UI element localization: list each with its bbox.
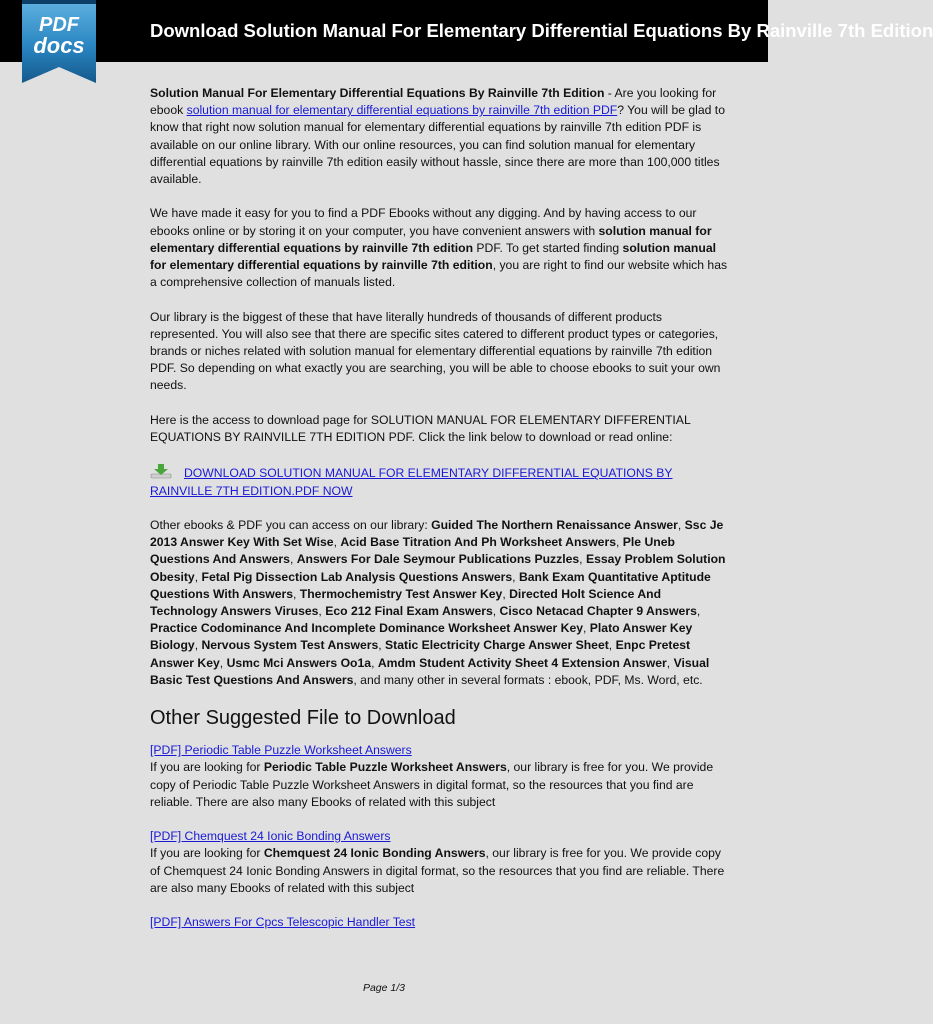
suggested-text: , our library is free for you. We provide copy of Chemquest 24 Ionic Bonding Answers in digital format, so the resources that you find are reliable. There are also many Ebooks of related with this subject — [150, 846, 725, 895]
other-ebooks-paragraph: Other ebooks & PDF you can access on our library: Guided The Northern Renaissance Answer, Ssc Je 2013 Answer Key With Set Wise, Acid Base Titration And Ph Worksheet Answers, Ple Uneb Questions And Answers, Answers For Dale Seymour Publications Puzzles, Essay Problem Solution Obesity, Fetal Pig Dissection Lab Analysis Questions Answers, Bank Exam Quantitative Aptitude Questions With Answers, Thermochemistry Test Answer Key, Directed Holt Science And Technology Answers Viruses, Eco 212 Final Exam Answers, Cisco Netacad Chapter 9 Answers, Practice Codominance And Incomplete Dominance Worksheet Answer Key, Plato Answer Key Biology, Nervous System Test Answers, Static Electricity Charge Answer Sheet, Enpc Pretest Answer Key, Usmc Mci Answers Oo1a, Amdm Student Activity Sheet 4 Extension Answer, Visual Basic Test Questions And Answers, and many other in several formats : ebook, PDF, Ms. Word, etc. — [150, 518, 726, 687]
other-ebook-title: Fetal Pig Dissection Lab Analysis Questions Answers — [201, 569, 513, 584]
other-ebook-title: Guided The Northern Renaissance Answer — [431, 518, 678, 532]
para2-bold: solution manual for elementary differential equations by rainville 7th edition — [150, 240, 716, 273]
other-ebook-title: Static Electricity Charge Answer Sheet — [385, 638, 609, 653]
intro-paragraph — [150, 85, 730, 188]
other-ebook-title: Answers For Dale Seymour Publications Puzzles — [296, 552, 580, 567]
other-ebook-title: Nervous System Test Answers — [201, 638, 379, 653]
other-ebook-title: Amdm Student Activity Sheet 4 Extension Answer — [377, 655, 667, 670]
suggested-link[interactable]: [PDF] Answers For Cpcs Telescopic Handler Test — [150, 915, 416, 930]
download-link-text: DOWNLOAD SOLUTION MANUAL FOR ELEMENTARY DIFFERENTIAL EQUATIONS BY RAINVILLE 7TH EDITION.PDF NOW — [150, 466, 673, 498]
para2-text: We have made it easy for you to find a PDF Ebooks without any digging. And by having access to our ebooks online or by storing it on your computer, you have convenient answers with — [150, 206, 697, 238]
paragraph-3: Our library is the biggest of these that have literally hundreds of thousands of different products represented. You will also see that there are specific sites catered to different product types or categories, brands or niches related with solution manual for elementary differential equations by rainville 7th edition PDF. So depending on what exactly you are searching, you will be able to choose ebooks to suit your own needs. — [150, 309, 721, 393]
intro-lead: Solution Manual For Elementary Differential Equations By Rainville 7th Edition — [150, 86, 605, 100]
intro-pdf-link[interactable]: solution manual for elementary differential equations by rainville 7th edition PDF — [186, 103, 618, 118]
intro-text-rest: ? You will be glad to know that right now solution manual for elementary differential equations by rainville 7th edition PDF is available on our online library. With our online resources, you can find solution manual for elementary differential equations by rainville 7th edition easily without hassle, since there are more than 100,000 titles available. — [150, 103, 725, 187]
suggested-bold: Chemquest 24 Ionic Bonding Answers — [263, 846, 486, 861]
para2-text: PDF. To get started finding — [473, 240, 623, 255]
logo-text-pdf: PDF — [39, 14, 79, 36]
logo-text-docs: docs — [33, 33, 85, 58]
suggested-link[interactable]: [PDF] Chemquest 24 Ionic Bonding Answers — [150, 829, 391, 844]
para2-text: , you are right to find our website which has a comprehensive collection of manuals listed. — [150, 258, 728, 290]
suggested-section-title: Other Suggested File to Download — [150, 707, 456, 730]
other-ebook-title: Bank Exam Quantitative Aptitude Questions With Answers — [150, 569, 711, 601]
other-ebook-title: Plato Answer Key Biology — [150, 621, 693, 653]
other-ebook-title: Eco 212 Final Exam Answers — [325, 604, 493, 619]
other-ebook-title: Ple Uneb Questions And Answers — [150, 535, 675, 567]
other-ebook-title: Practice Codominance And Incomplete Dominance Worksheet Answer Key — [150, 621, 583, 636]
other-ebook-title: Thermochemistry Test Answer Key — [299, 586, 503, 601]
suggested-item — [150, 742, 730, 811]
page-title: Download Solution Manual For Elementary Differential Equations By Rainville 7th Edition — [150, 20, 933, 41]
intro-text: - Are you looking for ebook — [150, 86, 717, 118]
suggested-item — [150, 914, 730, 931]
other-ebook-title: Directed Holt Science And Technology Answers Viruses — [150, 586, 662, 619]
other-ebook-title: Visual Basic Test Questions And Answers — [150, 655, 710, 687]
suggested-text: If you are looking for — [150, 846, 264, 861]
other-ebooks-tail: , and many other in several formats : ebook, PDF, Ms. Word, etc. — [353, 672, 703, 687]
suggested-link[interactable]: [PDF] Periodic Table Puzzle Worksheet Answers — [150, 743, 412, 758]
download-icon — [150, 463, 172, 479]
other-ebook-title: Cisco Netacad Chapter 9 Answers — [499, 604, 697, 619]
other-ebooks-lead: Other ebooks & PDF you can access on our library: — [150, 518, 432, 532]
header-bar — [0, 0, 933, 62]
pdf-docs-logo[interactable] — [22, 0, 96, 83]
other-ebook-title: Essay Problem Solution Obesity — [150, 552, 726, 584]
download-button[interactable] — [150, 463, 730, 499]
other-ebook-title: Ssc Je 2013 Answer Key With Set Wise — [150, 518, 724, 550]
suggested-item — [150, 828, 730, 897]
paragraph-2 — [150, 205, 730, 291]
suggested-text: , our library is free for you. We provide copy of Periodic Table Puzzle Worksheet Answers in digital format, so the resources that you find are reliable. There are also many Ebooks of related with this subject — [150, 760, 714, 809]
suggested-bold: Periodic Table Puzzle Worksheet Answers — [263, 760, 507, 775]
main-content — [150, 85, 730, 949]
paragraph-4: Here is the access to download page for SOLUTION MANUAL FOR ELEMENTARY DIFFERENTIAL EQUATIONS BY RAINVILLE 7TH EDITION PDF. Click the link below to download or read online: — [150, 412, 691, 445]
para2-bold: solution manual for elementary differential equations by rainville 7th edition — [150, 223, 712, 255]
download-section — [150, 463, 730, 499]
other-ebook-title: Usmc Mci Answers Oo1a — [226, 655, 372, 670]
page-number: Page 1/3 — [362, 982, 406, 994]
suggested-text: If you are looking for — [150, 760, 264, 775]
other-ebook-title: Acid Base Titration And Ph Worksheet Answers — [340, 535, 616, 550]
other-ebook-title: Enpc Pretest Answer Key — [150, 638, 691, 670]
